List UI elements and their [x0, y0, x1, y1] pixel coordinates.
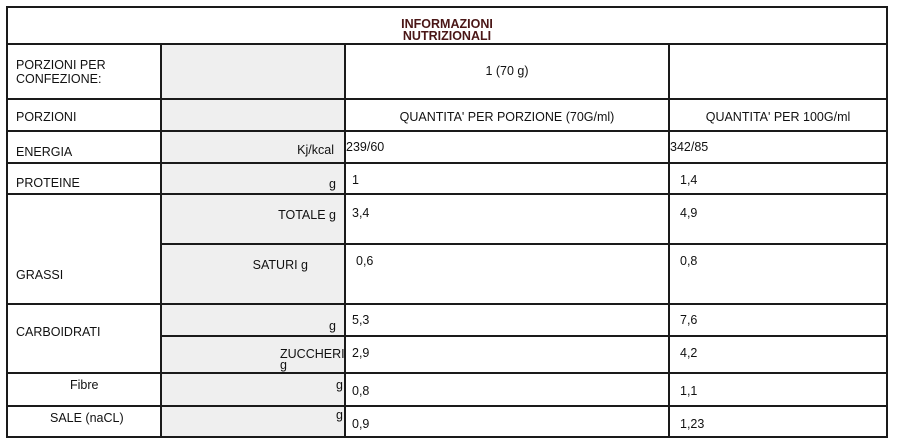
fat-saturated-unit: SATURI g [252, 258, 308, 272]
table-title [8, 18, 886, 42]
sugars-per-portion: 2,9 [352, 346, 370, 360]
rule [6, 43, 888, 45]
salt-per-100: 1,23 [680, 417, 705, 431]
fibre-per-portion: 0,8 [352, 384, 370, 398]
salt-per-portion: 0,9 [352, 417, 370, 431]
protein-per-100: 1,4 [680, 173, 698, 187]
rule [162, 243, 888, 245]
sugars-unit [280, 349, 345, 371]
rule [6, 98, 888, 100]
rule [6, 436, 888, 438]
energy-label: ENERGIA [16, 145, 73, 159]
rule [6, 372, 888, 374]
carbs-unit: g [329, 319, 336, 333]
carbs-label: CARBOIDRATI [16, 325, 101, 339]
rule [162, 335, 888, 337]
servings-label: PORZIONI [16, 110, 77, 124]
fat-total-per-portion: 3,4 [352, 206, 370, 220]
rule [6, 6, 888, 8]
servings-per-pack-label [16, 58, 106, 86]
fat-saturated-per-portion: 0,6 [356, 254, 374, 268]
servings-per-pack-label-line1: PORZIONI PER [16, 58, 106, 72]
energy-per-portion: 239/60 [346, 140, 385, 154]
rule [344, 43, 346, 438]
fibre-label: Fibre [70, 378, 99, 392]
carbs-per-portion: 5,3 [352, 313, 370, 327]
salt-label: SALE (naCL) [50, 411, 124, 425]
rule [6, 162, 888, 164]
rule [886, 6, 888, 438]
per-100-header: QUANTITA' PER 100G/ml [705, 110, 851, 124]
rule [6, 6, 8, 438]
protein-label: PROTEINE [16, 176, 80, 190]
rule [6, 405, 888, 407]
per-portion-header: QUANTITA' PER PORZIONE (70G/ml) [399, 110, 615, 124]
servings-per-pack-label-line2: CONFEZIONE: [16, 72, 102, 86]
carbs-per-100: 7,6 [680, 313, 698, 327]
rule [160, 43, 162, 438]
protein-unit: g [329, 177, 336, 191]
sugars-unit-line2: g [280, 358, 287, 372]
sugars-per-100: 4,2 [680, 346, 698, 360]
fats-label: GRASSI [16, 268, 64, 282]
protein-per-portion: 1 [352, 173, 359, 187]
rule [668, 43, 670, 438]
energy-unit: Kj/kcal [297, 143, 334, 157]
energy-per-100: 342/85 [670, 140, 709, 154]
unit-column-shade [162, 45, 344, 436]
fat-total-per-100: 4,9 [680, 206, 698, 220]
rule [6, 303, 888, 305]
fat-total-unit: TOTALE g [278, 208, 336, 222]
servings-per-pack-value: 1 (70 g) [485, 64, 529, 78]
table-title-line1: INFORMAZIONI [401, 17, 493, 31]
table-title-line2: NUTRIZIONALI [402, 29, 492, 43]
salt-unit: g [336, 408, 343, 422]
rule [6, 193, 888, 195]
sugars-unit-line1: ZUCCHERI [280, 347, 345, 361]
rule [6, 130, 888, 132]
fat-saturated-per-100: 0,8 [680, 254, 698, 268]
fibre-per-100: 1,1 [680, 384, 698, 398]
fibre-unit: g [336, 378, 343, 392]
